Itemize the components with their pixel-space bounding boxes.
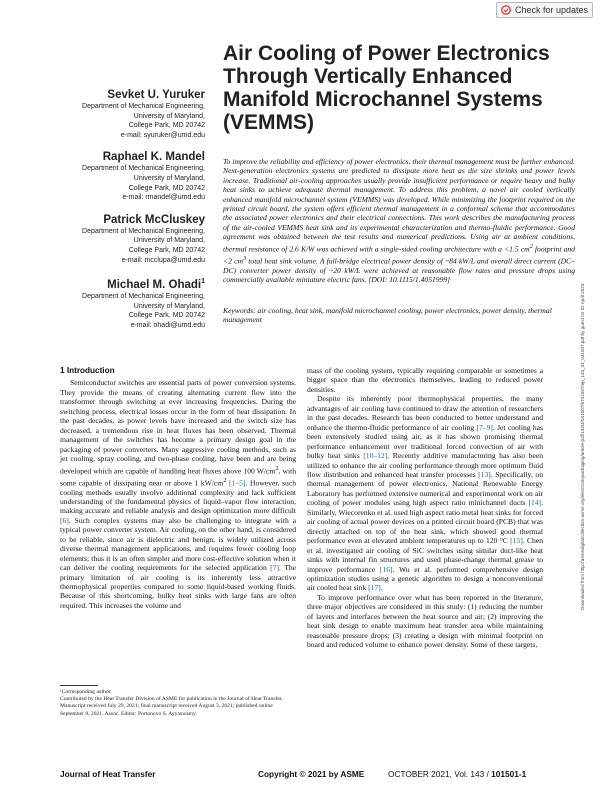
citation-link[interactable]: [15] [510,536,523,546]
author-name: Raphael K. Mandel [102,151,205,164]
author-affiliation: Department of Mechanical Engineering, University of Maryland, College Park, MD 20742 e-mail: mcclupa@umd.edu [60,227,205,265]
author-email[interactable]: e-mail: rmandel@umd.edu [122,194,205,202]
keywords: Keywords: air cooling, heat sink, manifold microchannel cooling, power electronics, power density, thermal management [223,306,552,325]
author-affiliation: Department of Mechanical Engineering, University of Maryland, College Park, MD 20742 e-mail: syuruker@umd.edu [60,102,205,140]
footnote: Contributed by the Heat Transfer Division of ASME for publication in the Journal of Heat Transfer. Manuscript received July 29, 2021; final manuscript received August 3, 2021; published online September 8, 2021. Assoc. Editor: Portonovo S. Ayyaswamy. [60,696,283,717]
author-block [60,275,205,330]
paragraph: Despite its inherently poor thermophysical properties, the many advantages of air cooling have continued to draw the attention of researchers in the past decades. Research has been conducted to better understand and enhance the thermo-fluidic performance of air cooling [7–9]. Jet cooling has been extensively studied using air, as it has shown promising thermal performance enhancement over traditional forced convection of air with bulky heat sinks [10–12]. Recently additive manufacturing has also been utilized to enhance the air cooling performance through more optimum fluid flow distribution and enhanced heat transfer processes [13]. Specifically, on thermal management of power electronics, National Renewable Energy Laboratory has performed extensive numerical and experimental work on air cooling of power modules using high aspect ratio minichannel ducts [14]. Similarly, Wiecorenko et al. used high aspect ratio metal heat sinks for forced air cooling of actual power devices on a printed circuit board (PCB) that was directly attached on top of the heat sink, which showed good thermal performance even at elevated ambient temperatures up to 120 °C [15]. Chen et al. investigated air cooling of SiC switches using similar duct-like heat sinks with internal fin structures and used phase-change thermal grease to improve performance [16]. Wu et al. performed comprehensive design optimization studies using a genetic algorithm to design a nonconventional air cooled heat sink [17]. [307,394,544,593]
column-left [60,366,296,610]
citation-link[interactable]: [17] [368,583,381,593]
download-notice: Downloaded from http://asmedigitalcollection.asme.org/electronicpackaging/article-pdf/143/4/041007/6741557/ep_143_04_041007.pdf by guest on 02 April 2023 [580,283,585,610]
paragraph: mass of the cooling system, typically requiring comparable or sometimes a bigger space than the electronics themselves, leading to reduced power densities. [307,366,543,394]
footer-journal: Journal of Heat Transfer [60,769,156,779]
author-email[interactable]: e-mail: mcclupa@umd.edu [121,256,205,264]
check-for-updates-label: Check for updates [515,5,589,15]
author-list [60,88,205,340]
paragraph: Semiconductor switches are essential parts of power conversion systems. They provide the means of creating alternating current flow into the transformer through switching at ever increasing frequencies. During the switching process, electrical losses occur in the form of heat dissipation. In the past decades, as power levels have increased and the switch size has decreased, a tremendous rise in heat fluxes has been observed. Thermal management of the switches has become a primary design goal in the packaging of power converters. Many aggressive cooling methods, such as jet cooling, spray cooling, and two-phase cooling, have been and are being developed which are capable of handling heat fluxes above 100 $W/cm^2$, with some capable of dissipating near or above 1 $kW/cm^2$ [1–5]. However, such cooling methods usually involve additional complexity and lack sufficient understanding of the fundamental physics of liquid–vapor flow interaction, making accurate and reliable analysis and design optimization more difficult [6]. Such complex systems may also be challenging to integrate with a typical power converter system. Air cooling, on the other hand, is considered to be reliable, since air is dielectric and benign, is widely utilized across diverse thermal management applications, and requires fewer cooling loop elements; thus it is an often simpler and more cost-effective solution when it can deliver the cooling requirements for the selected application [7]. The primary limitation of air cooling is its inherently less attractive thermophysical properties compared to some liquid-based working fluids. Because of this shortcoming, bulky heat sinks with large fans are often required. This increases the volume and [60,378,296,610]
section-heading: 1 Introduction [60,366,115,375]
author-name: Patrick McCluskey [103,213,205,226]
footnote: ¹Corresponding author. [60,689,112,695]
author-block [60,213,205,265]
column-right [307,366,543,650]
paragraph: To improve performance over what has been reported in the literature, three major objectives are considered in this study: (1) reducing the number of layers and interfaces between the heat source and air; (2) improving the heat sink design to enable maximum heat transfer area while maintaining reasonable pressure drops; (3) creating a design with minimal footprint on board and reduced volume to enhance power density. Some of these targets, [307,592,543,650]
footer-issue: OCTOBER 2021, Vol. 143 / 101501-1 [388,769,527,779]
author-name: Sevket U. Yuruker [107,89,205,101]
citation-link[interactable]: [13] [478,469,491,479]
page-number: 101501-1 [491,769,527,779]
footnotes [60,689,296,718]
author-email[interactable]: e-mail: ohadi@umd.edu [130,321,205,329]
author-block [60,88,205,140]
citation-link[interactable]: [7] [270,563,280,573]
citation-link[interactable]: [14] [528,498,542,508]
footer-copyright: Copyright © 2021 by ASME [258,769,365,779]
check-for-updates-button[interactable] [496,2,593,18]
refresh-check-icon [501,5,511,15]
author-block [60,150,205,202]
abstract: To improve the reliability and efficiency of power electronics, their thermal management must be further enhanced. Next-generation electronics systems are predicted to dissipate more heat as die size shrinks and power levels increase. Traditional air-cooling approaches usually provide insufficient performance or require heavy and bulky heat sinks to achieve adequate thermal management. To address this problem, a novel air cooled vertically enhanced manifold microchannel system (VEMMS) was developed. While minimizing the footprint required on the printed circuit board, the system offers efficient thermal management in a conformal scheme that accommodates the associated power electronics and their electrical connections. This work describes the manufacturing process of the air-cooled VEMMS heat sink and its experimental characterization and thermo-fluidic performance. Good agreement was obtained between the test results and numerical predictions. Using air at ambient conditions, thermal resistance of 2.6 K/W was achieved with a single-sided cooling architecture with a <1.5 $cm^2$ footprint and <2 $cm^3$ total heat sink volume. A full-bridge electrical power density of ~84 kW/L and overall direct current (DC–DC) converter power density of ~20 kW/L were achieved at reasonable flow rates and pressure drops using commercially available miniature electric fans. [DOI: 10.1115/1.4051999] [223,157,575,284]
citation-link[interactable]: [1–5] [229,478,246,488]
citation-link[interactable]: [10–12] [363,451,388,461]
paper-title: Air Cooling of Power Electronics Through Vertically Enhanced Manifold Microchannel Systems (VEMMS) [223,42,550,134]
footnote-divider [60,685,98,686]
citation-link[interactable]: [6] [60,515,69,525]
citation-link[interactable]: [16] [379,564,393,574]
author-affiliation: Department of Mechanical Engineering, University of Maryland, College Park, MD 20742 e-mail: rmandel@umd.edu [60,164,205,202]
author-name: Michael M. Ohadi$^1$ [107,278,205,291]
author-affiliation: Department of Mechanical Engineering, University of Maryland, College Park, MD 20742 e-mail: ohadi@umd.edu [60,292,205,330]
citation-link[interactable]: [7–9] [476,422,493,432]
author-email[interactable]: e-mail: syuruker@umd.edu [120,131,205,139]
